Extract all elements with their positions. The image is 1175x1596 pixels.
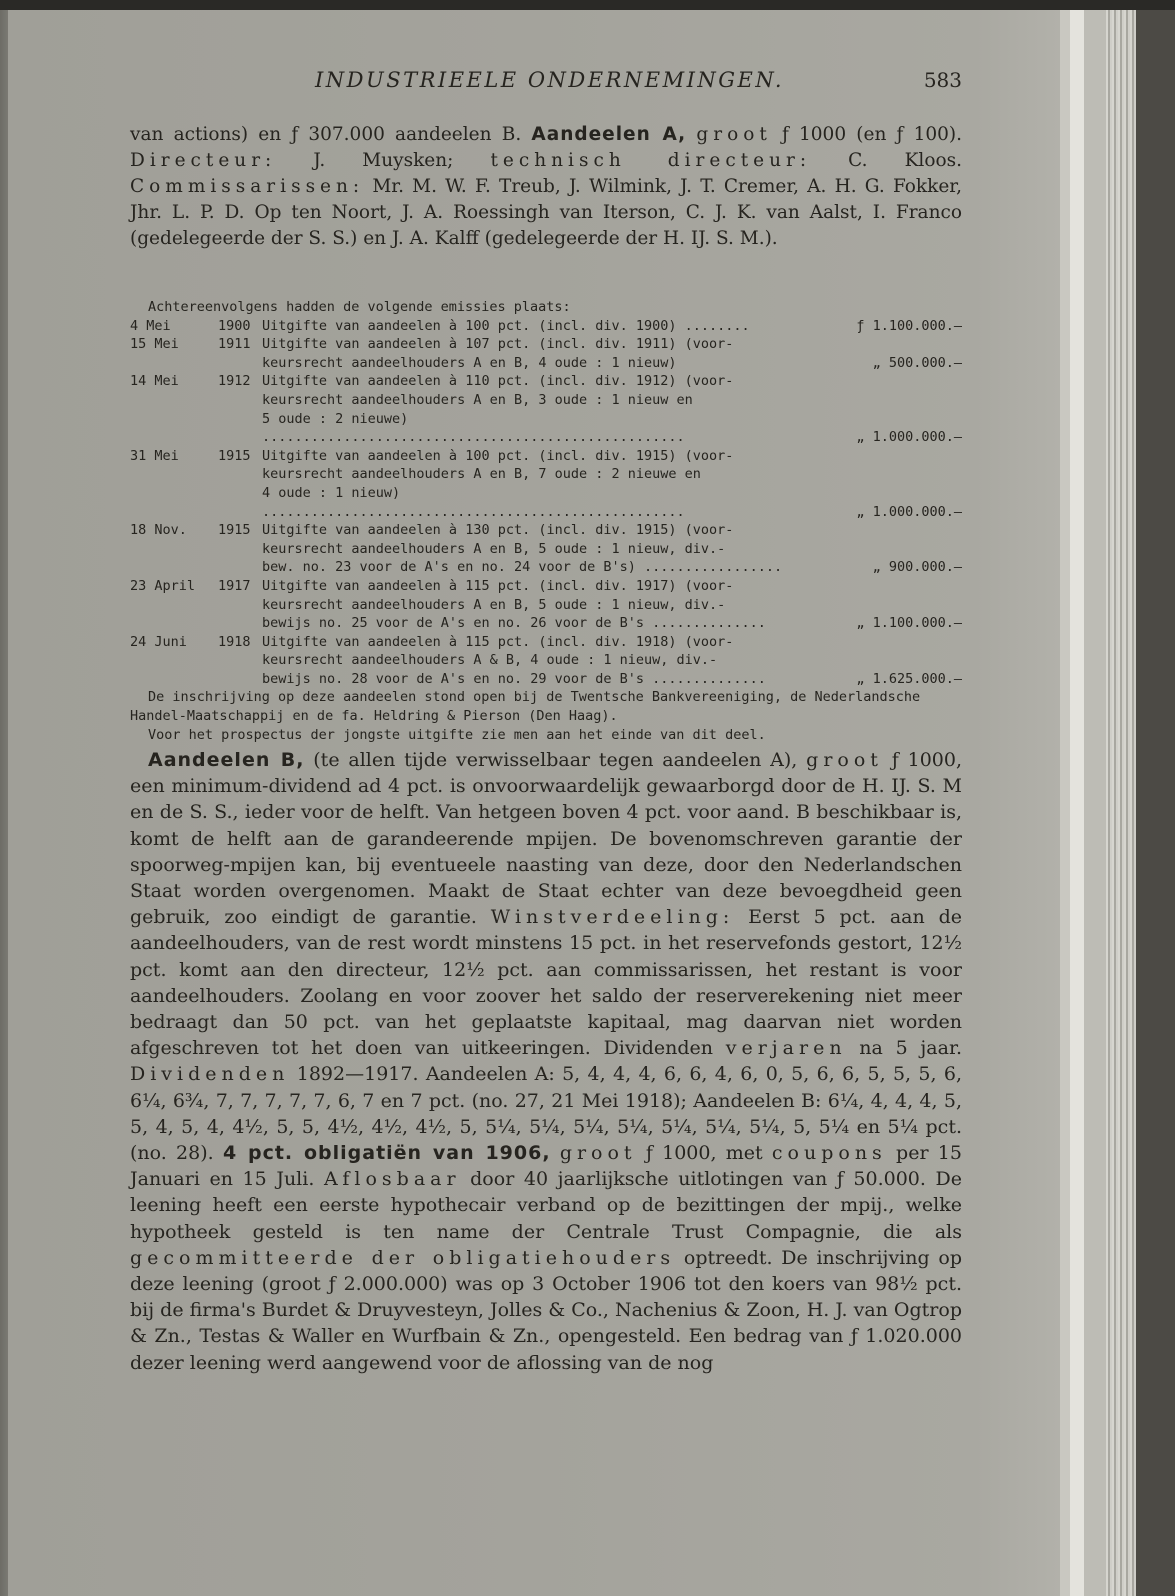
spaced-term: Directeur: (130, 150, 277, 171)
emission-description: Uitgifte van aandeelen à 107 pct. (incl. div. 1911) (voor- keursrecht aandeelhouders A en B, 4 oude : 1 nieuw) (262, 336, 734, 371)
emissions-note: Voor het prospectus der jongste uitgifte zie men aan het einde van dit deel. (148, 726, 766, 743)
text-run: 1892—1917. Aandeelen A: 5, 4, 4, 4, 6, 6, 4, 6, 0, 5, 6, 6, 5, 5, 5, 6, 6¼, 6¾, 7, 7, 7, 7, 7, 6, 7 en 7 pct. (no. 27, 21 Mei 1918); Aandeelen B: 6¼, 4, 4, 4, 5, 5, 4, 5, 4, 4½, 5, 5, 4½, 4½, 4½, 5, 5¼, 5¼, 5¼, 5¼, 5¼, 5¼, 5¼, 5, 5¼ en 5¼ pct. (no. 28). (130, 1063, 962, 1165)
emission-row (130, 577, 962, 633)
emission-amount: „ 1.100.000.— (856, 615, 962, 632)
emission-description: Uitgifte van aandeelen à 115 pct. (incl. div. 1918) (voor- keursrecht aandeelhouders A & B, 4 oude : 1 nieuw, div.- bewijs no. 28 voor de A's en no. 29 voor de B's .............. (262, 633, 766, 687)
emission-amount: „ 900.000.— (872, 559, 962, 576)
text-run: J. Muysken; (276, 150, 491, 171)
spaced-term: groot (696, 124, 772, 145)
emission-date: 23 April (130, 577, 196, 594)
emission-date: 4 Mei (130, 317, 171, 334)
emission-amount: „ 1.625.000.— (856, 670, 962, 687)
heading-obligatien: 4 pct. obligatiën van 1906, (222, 1142, 551, 1165)
page-header (130, 68, 962, 98)
page-edge (1070, 10, 1084, 1596)
emission-row (130, 521, 962, 577)
main-text (130, 747, 962, 1376)
emission-year: 1915 (218, 447, 251, 464)
text-run: optreedt. De inschrijving op deze leening (groot ƒ 2.000.000) was op 3 October 1906 tot den koers van 98½ pct. bij de firma's Burdet & Druyvesteyn, Jolles & Co., Nachenius & Zoon, H. J. van Ogtrop & Zn., Testas & Waller en Wurfbain & Zn., opengesteld. Een bedrag van ƒ 1.020.000 dezer leening werd aangewend voor de aflossing van de nog (130, 1246, 962, 1374)
heading-aandeelen-a: Aandeelen A, (531, 124, 687, 145)
emission-row (130, 317, 962, 336)
text-run: (te allen tijde verwisselbaar tegen aandeelen A), (304, 749, 807, 771)
running-title: INDUSTRIEELE ONDERNEMINGEN. (315, 68, 785, 92)
emission-description: Uitgifte van aandeelen à 115 pct. (incl. div. 1917) (voor- keursrecht aandeelhouders A en B, 5 oude : 1 nieuw, div.- bewijs no. 25 voor de A's en no. 26 voor de B's .............. (262, 577, 766, 632)
scan-top-border (0, 0, 1175, 10)
emission-date: 31 Mei (130, 447, 179, 464)
page-edge (1084, 10, 1106, 1596)
emission-year: 1915 (218, 522, 251, 539)
text-run (551, 1142, 560, 1164)
emission-description: Uitgifte van aandeelen à 110 pct. (incl. div. 1912) (voor- keursrecht aandeelhouders A en B, 3 oude : 1 nieuw en 5 oude : 2 nieuwe) .................................................... (262, 373, 734, 446)
emission-year: 1918 (218, 633, 251, 650)
text-run: per 15 Januari en 15 Juli. (130, 1142, 962, 1191)
text-run (686, 124, 696, 145)
main-paragraph (130, 747, 962, 1376)
emission-description: Uitgifte van aandeelen à 100 pct. (incl. div. 1915) (voor- keursrecht aandeelhouders A en B, 7 oude : 2 nieuwe en 4 oude : 1 nieuw) .................................................... (262, 447, 734, 520)
spaced-term: Aflosbaar (323, 1168, 461, 1191)
spaced-term: Winstverdeeling: (490, 906, 735, 929)
text-run: ƒ 1000 (en ƒ 100). (771, 124, 962, 145)
emission-row (130, 633, 962, 689)
emission-date: 15 Mei (130, 336, 179, 353)
emission-amount: „ 500.000.— (872, 354, 962, 371)
intro-paragraph (130, 122, 962, 252)
text-run: ƒ 1000, een minimum-dividend ad 4 pct. is onvoorwaardelijk gewaarborgd door de H. IJ. S. M en de S. S., ieder voor de helft. Van hetgeen boven 4 pct. voor aand. B beschikbaar is, komt de helft aan de garandeerende mpijen. De bovenomschreven garantie der spoorweg-mpijen kan, bij eventueele naasting van deze, door den Nederlandschen Staat worden overgenomen. Maakt de Staat echter van deze bevoegdheid geen gebruik, zoo eindigt de garantie. (130, 749, 962, 929)
page-stack (1106, 10, 1136, 1596)
spaced-term: groot (806, 749, 883, 771)
spaced-term: gecommitteerde der obligatiehouders (130, 1246, 676, 1269)
emission-year: 1911 (218, 336, 251, 353)
emission-amount: „ 1.000.000.— (856, 429, 962, 446)
emission-description: Uitgifte van aandeelen à 130 pct. (incl. div. 1915) (voor- keursrecht aandeelhouders A en B, 5 oude : 1 nieuw, div.- bew. no. 23 voor de A's en no. 24 voor de B's) ................. (262, 522, 783, 576)
text-run: van actions) en ƒ 307.000 aandeelen B. (130, 124, 532, 145)
intro-text (130, 122, 962, 252)
book-cover (1136, 10, 1175, 1596)
emission-date: 18 Nov. (130, 522, 187, 539)
spaced-term: technisch directeur: (490, 150, 812, 171)
page-number: 583 (923, 68, 962, 92)
emissions-note: De inschrijving op deze aandeelen stond open bij de Twentsche Bankvereeniging, de Nederlandsche Handel-Maatschappij en de fa. Heldring & Pierson (Den Haag). (130, 689, 921, 725)
emission-row (130, 335, 962, 372)
emission-year: 1912 (218, 373, 251, 390)
emissions-intro: Achtereenvolgens hadden de volgende emissies plaats: (148, 299, 571, 315)
emission-row (130, 447, 962, 521)
text-run: na 5 jaar. (846, 1037, 962, 1060)
emission-amount: ƒ 1.100.000.— (856, 317, 962, 334)
spaced-term: verjaren (725, 1037, 847, 1060)
emissions-table (130, 298, 962, 744)
spaced-term: groot (559, 1142, 637, 1165)
emission-year: 1900 (218, 317, 251, 334)
text-run: Eerst 5 pct. aan de aandeelhouders, van de rest wordt minstens 15 pct. in het reservefonds gestort, 12½ pct. komt aan den directeur, 12½ pct. aan commissarissen, het restant is voor aandeelhouders. Zoolang en voor zoover het saldo der reserverekening niet meer bedraagt dan 50 pct. van het geplaatste kapitaal, mag daarvan niet worden afgeschreven tot het doen van uitkeeringen. Dividenden (130, 906, 962, 1060)
emission-row (130, 372, 962, 446)
spaced-term: Dividenden (130, 1063, 290, 1086)
emission-description: Uitgifte van aandeelen à 100 pct. (incl. div. 1900) ........ (262, 317, 750, 334)
emission-amount: „ 1.000.000.— (856, 503, 962, 520)
emissions-rows (130, 317, 962, 689)
emissions-notes (130, 688, 962, 744)
text-run: Mr. M. W. F. Treub, J. Wilmink, J. T. Cremer, A. H. G. Fokker, Jhr. L. P. D. Op ten Noort, J. A. Roessingh van Iterson, C. J. K. van Aalst, I. Franco (gedelegeerde der S. S.) en J. A. Kalff (gedelegeerde der H. IJ. S. M.). (130, 176, 962, 249)
text-run: C. Kloos. (811, 150, 962, 171)
page-edge (1060, 10, 1070, 1596)
spaced-term: coupons (771, 1142, 887, 1165)
emission-date: 24 Juni (130, 633, 187, 650)
heading-aandeelen-b: Aandeelen B, (148, 749, 305, 771)
emission-year: 1917 (218, 577, 251, 594)
emission-date: 14 Mei (130, 373, 179, 390)
text-run: ƒ 1000, met (636, 1142, 772, 1165)
spaced-term: Commissarissen: (130, 176, 365, 197)
text-run: door 40 jaarlijksche uitlotingen van ƒ 50.000. De leening heeft een eerste hypothecair verband op de bezittingen der mpij., welke hypotheek gesteld is ten name der Centrale Trust Compagnie, die als (130, 1168, 962, 1243)
